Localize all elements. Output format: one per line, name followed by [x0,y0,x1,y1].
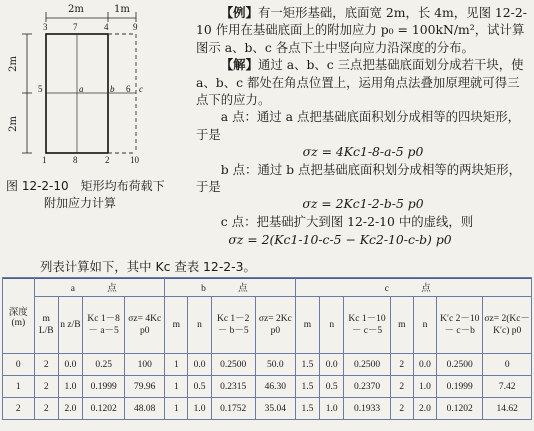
table-cell: 0.5 [320,376,344,398]
table-cell: 0.2315 [211,376,255,398]
table-cell: 0 [483,354,532,376]
table-cell: 35.04 [255,398,295,420]
calculation-table [2,277,532,420]
table-cell: 0.0 [58,354,82,376]
dim-top-right: 1m [114,4,130,15]
table-row [3,376,532,398]
table-cell: 0.0 [320,354,344,376]
table-cell: 0.25 [83,354,125,376]
dim-top-left: 2m [68,4,84,15]
table-cell: 1.0 [58,376,82,398]
a-n-header: n z/B [58,297,82,354]
table-cell: 0.1933 [344,398,390,420]
table-cell: 1.5 [295,376,319,398]
table-intro: 列表计算如下，其中 Kc 查表 12-2-3。 [40,259,256,274]
table-cell: 2.0 [58,398,82,420]
example-tag: 【例】 [220,5,258,20]
table-cell: 1 [165,376,188,398]
table-header-row [3,278,532,297]
table-cell: 2 [34,354,58,376]
c-kc2-header: K′c 2－10－ c－b [437,297,483,354]
table-cell: 2 [390,354,413,376]
table-cell: 1.0 [320,398,344,420]
point-7: 7 [73,22,78,32]
table-cell: 0.5 [188,376,211,398]
c-point-text: c 点：把基础扩大到图 12-2-10 中的虚线，则 [220,213,474,229]
table-cell: 0 [3,354,35,376]
table-subheader-row [3,297,532,354]
b-m-header: m [165,297,188,354]
table-cell: 48.08 [125,398,165,420]
table-cell: 2 [34,398,58,420]
example-text [196,4,530,230]
table-cell: 1.0 [413,376,436,398]
c-m2-header: m [390,297,413,354]
table-cell: 1 [165,354,188,376]
table-row [3,398,532,420]
table-cell: 0.1202 [437,398,483,420]
point-10: 10 [130,155,139,165]
solution-paragraph: 【解】通过 a、b、c 三点把基础底面划分成若干块，使 a、b、c 都处在角点位置上，运用角点法叠加原理就可得三点下的应力。 [196,57,524,108]
a-m-header: m L/B [34,297,58,354]
example-paragraph: 【例】有一矩形基础，底面宽 2m，长 4m，见图 12-2-10 作用在基础底面上的附加应力 p₀ = 100kN/m²，试计算图示 a、b、c 各点下土中竖向应力沿深度的分布。 [196,5,527,55]
table-body [3,354,532,420]
table-cell: 0.0 [188,354,211,376]
c-formula: σz = 2(Kc1-10-c-5 − Kc2-10-c-b) p0 [228,232,452,247]
table-cell: 1 [165,398,188,420]
dim-left-top: 2m [8,56,19,72]
table-cell: 0.2370 [344,376,390,398]
table-cell: 0.2500 [211,354,255,376]
table-cell: 2 [390,376,413,398]
point-8: 8 [73,155,78,165]
table-cell: 0.1752 [211,398,255,420]
section-b-header: b 点 [165,278,296,297]
table-cell: 46.30 [255,376,295,398]
point-4: 4 [104,22,109,32]
point-a: a [79,84,84,94]
table-row [3,354,532,376]
point-2: 2 [105,155,110,165]
table-cell: 14.62 [483,398,532,420]
foundation-diagram [0,0,200,180]
point-3: 3 [43,22,48,32]
section-a-header: a 点 [34,278,165,297]
table-cell: 1.5 [295,354,319,376]
table-cell: 0.0 [413,354,436,376]
c-m-header: m [295,297,319,354]
table-cell: 1 [3,376,35,398]
table-cell: 100 [125,354,165,376]
c-kc-header: Kc 1－10－ c－5 [344,297,390,354]
table-cell: 2.0 [413,398,436,420]
table-cell: 2 [3,398,35,420]
table-cell: 0.2500 [437,354,483,376]
dim-left-bottom: 2m [8,116,19,132]
table-cell: 0.1202 [83,398,125,420]
point-5: 5 [38,84,43,94]
a-formula: σz = 4Kc1-8-a-5 p0 [302,144,424,160]
table-cell: 1.0 [188,398,211,420]
depth-header: 深度 (m) [3,278,35,354]
a-sigma-header: σz= 4Kc p0 [125,297,165,354]
table-cell: 1.5 [295,398,319,420]
point-c: c [139,84,143,94]
c-sigma-header: σz= 2(Kc－ K′c) p0 [483,297,532,354]
table-cell: 50.0 [255,354,295,376]
b-point-text: b 点：通过 b 点把基础底面积划分成相等的两块矩形，于是 [196,161,522,195]
figure-caption: 图 12-2-10 矩形均布荷载下 附加应力计算 [6,179,165,210]
table-cell: 0.1999 [437,376,483,398]
b-sigma-header: σz= 2Kc p0 [255,297,295,354]
b-kc-header: Kc 1－2－ b－5 [211,297,255,354]
table-cell: 0.1999 [83,376,125,398]
c-n-header: n [320,297,344,354]
a-kc-header: Kc 1－8－ a－5 [83,297,125,354]
section-c-header: c 点 [295,278,531,297]
point-b: b [110,84,115,94]
point-1: 1 [42,155,47,165]
b-formula: σz = 2Kc1-2-b-5 p0 [302,196,424,212]
solution-tag: 【解】 [220,57,258,73]
b-n-header: n [188,297,211,354]
c-n2-header: n [413,297,436,354]
point-6: 6 [126,84,131,94]
table-cell: 2 [34,376,58,398]
point-9: 9 [133,22,138,32]
table-cell: 0.2500 [344,354,390,376]
table-cell: 79.96 [125,376,165,398]
a-point-text: a 点：通过 a 点把基础底面积划分成相等的四块矩形，于是 [196,109,520,142]
table-cell: 2 [390,398,413,420]
table-cell: 7.42 [483,376,532,398]
